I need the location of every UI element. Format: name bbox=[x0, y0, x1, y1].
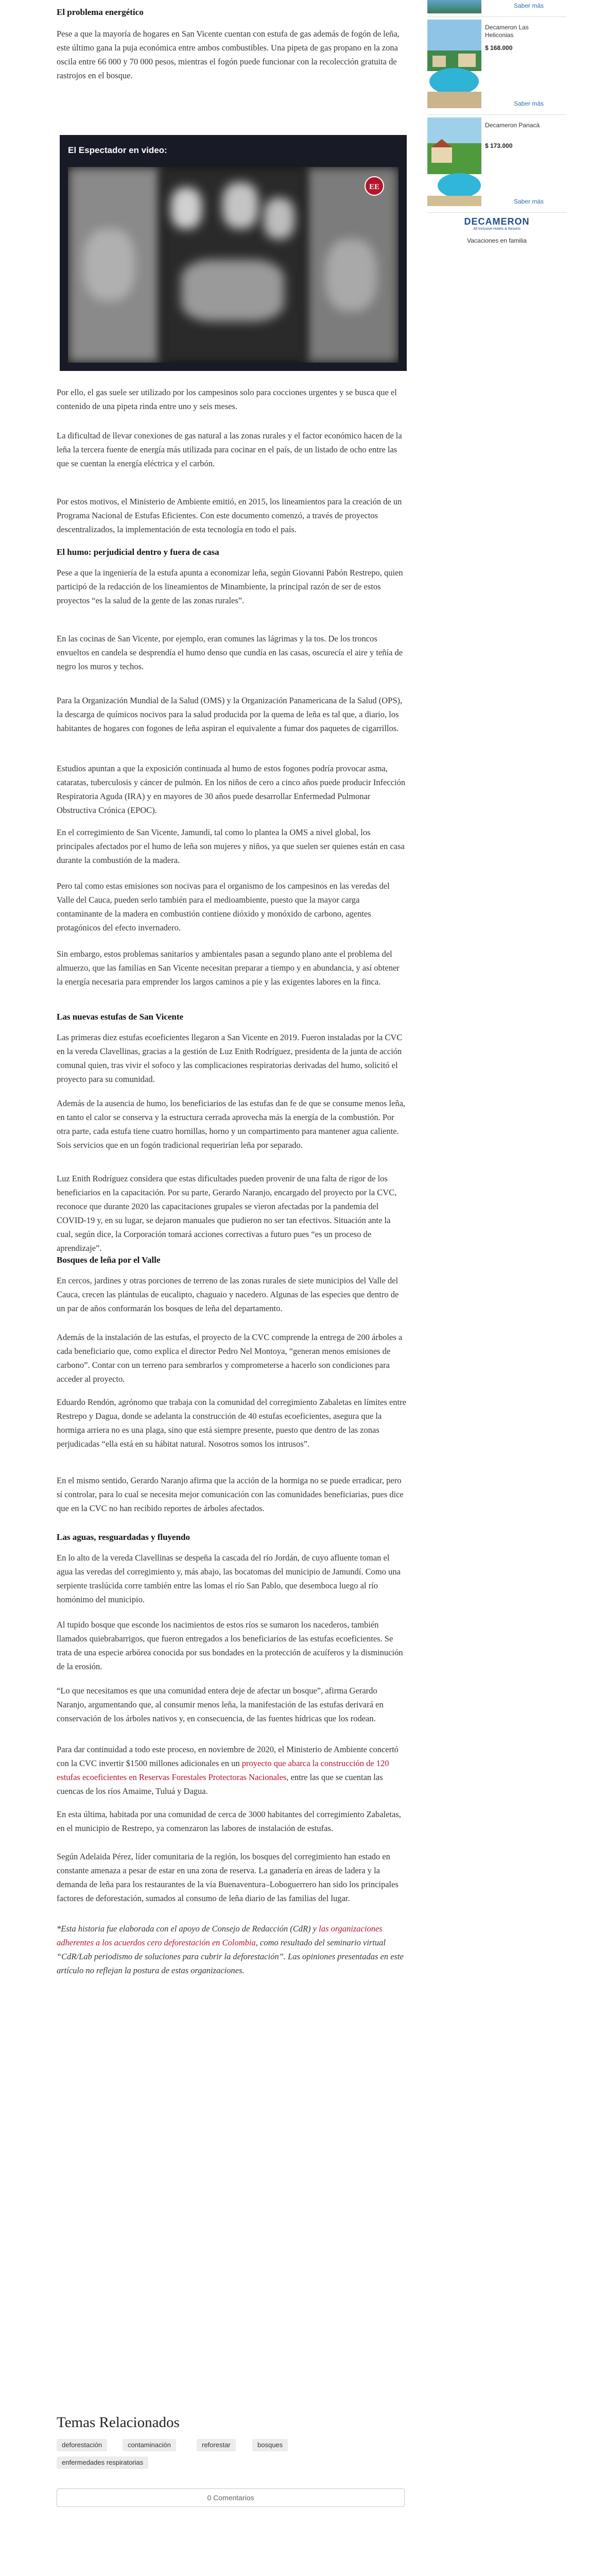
tag-chip[interactable]: deforestación bbox=[57, 2439, 107, 2451]
ad-tagline: Vacaciones en familia bbox=[467, 237, 527, 244]
tag-chip[interactable]: enfermedades respiratorias bbox=[57, 2456, 148, 2469]
paragraph: En lo alto de la vereda Clavellinas se despeña la cascada del río Jordán, de cuyo afluente toman el agua las veredas del corregimiento y, más abajo, las bocatomas del municipio de Jamundí. Como una serpiente traslúcida corre también entre las lomas el río San Pablo, que desemboca luego al río homónimo del municipio. bbox=[57, 1553, 401, 1604]
resort-image bbox=[427, 117, 481, 206]
section-heading: Bosques de leña por el Valle bbox=[57, 1255, 161, 1265]
text-run: Para dar continuidad a todo este proceso, en noviembre de 2020, el Ministerio de Ambiente concertó con la CVC invertir $1500 millones adicionales en un bbox=[57, 1744, 399, 1768]
sidebar-ad-panaca[interactable] bbox=[427, 117, 566, 210]
divider bbox=[427, 114, 566, 115]
ad-price: $ 168.000 bbox=[485, 44, 513, 52]
paragraph: Además de la ausencia de humo, los beneficiarios de las estufas dan fe de que se consume menos leña, en tanto el calor se conserva y la estructura cerrada aprovecha más la energía de la combustión. Por otra parte, cada estufa tiene cuatro hornillas, horno y un compartimento para mantener agua caliente. Sois servicios que en un fogón tradicional requerirían leña por separado. bbox=[57, 1098, 406, 1150]
section-heading: Las nuevas estufas de San Vicente bbox=[57, 1012, 184, 1022]
paragraph: Además de la instalación de las estufas, el proyecto de la CVC comprende la entrega de 200 árboles a cada beneficiario que, como explica el director Pedro Nel Montoya, “generan menos emisiones de carbono”. Contar con un terreno para sembrarlos y comprometerse a hacerlo son condiciones para acceder al proyecto. bbox=[57, 1332, 403, 1384]
inline-link[interactable]: proyecto que abarca la construcción de 120 estufas ecoeficientes en Reservas Forestales Protectoras Nacionales bbox=[57, 1758, 389, 1782]
section-heading: Las aguas, resguardadas y fluyendo bbox=[57, 1532, 190, 1542]
decameron-logo[interactable] bbox=[458, 216, 535, 231]
paragraph: Luz Enith Rodríguez considera que estas dificultades pueden provenir de una falta de rigor de los beneficiarios en la capacitación. Por su parte, Gerardo Naranjo, encargado del proyecto por la CVC, reconoce que durante 2020 las capacitaciones grupales se vieron afectadas por la pandemia del COVID-19 y, en su lugar, se dejaron manuales que pudieron no ser tan efectivos. Situación ante la cual, según dice, la Corporación tomará acciones correctivas a futuro pues “es un proceso de aprendizaje”. bbox=[57, 1174, 397, 1253]
paragraph: “Lo que necesitamos es que una comunidad entera deje de afectar un bosque”, afirma Gerardo Naranjo, argumentando que, al consumir menos leña, la manifestación de las estufas derivará en conservación de los árboles nativos y, en consecuencia, de las fuentes hídricas que los rodean. bbox=[57, 1686, 384, 1723]
paragraph: En cercos, jardines y otras porciones de terreno de las zonas rurales de siete municipios del Valle del Cauca, crecen las plántulas de eucalipto, chaguaio y nacedero. Algunas de las especies que dentro de un par de años conformarán los bosques de leña del departamento. bbox=[57, 1276, 399, 1313]
ad-saber-mas-link[interactable]: Saber más bbox=[514, 2, 544, 9]
resort-pool-image bbox=[427, 20, 481, 108]
text-run: , entre las que se cuentan las cuencas de los ríos Amaime, Tuluá y Dagua. bbox=[57, 1772, 383, 1796]
divider bbox=[427, 212, 566, 213]
text-run: , como resultado del seminario virtual “CdR/Lab periodismo de soluciones para cubrir la deforestación”. Las opiniones presentadas en este artículo no reflejan la postura de estas organizaciones. bbox=[57, 1938, 404, 1975]
ad-price: $ 173.000 bbox=[485, 142, 513, 149]
section-heading: El humo: perjudicial dentro y fuera de casa bbox=[57, 547, 219, 557]
logo-wordmark: DECAMERON bbox=[464, 216, 530, 227]
video-player[interactable] bbox=[68, 167, 399, 363]
paragraph: Según Adelaida Pérez, líder comunitaria de la región, los bosques del corregimiento han estado en constante amenaza a pesar de estar en una zona de reserva. La ganadería en áreas de ladera y la demanda de leña para los restaurantes de la vía Buenaventura–Loboguerrero han sido los principales factores de deforestación, sumados al consumo de leña diario de las familias del lugar. bbox=[57, 1852, 399, 1903]
tag-chip[interactable]: reforestar bbox=[197, 2439, 236, 2451]
paragraph: Eduardo Rendón, agrónomo que trabaja con la comunidad del corregimiento Zabaletas en límites entre Restrepo y Dagua, donde se adelanta la construcción de 40 estufas ecoeficientes, asegura que la hormiga arriera no es una plaga, sino que está siempre presente, puesto que dentro de las zonas perjudicadas “ella está en su hábitat natural. Nosotros somos los intrusos”. bbox=[57, 1397, 407, 1449]
paragraph: La dificultad de llevar conexiones de gas natural a las zonas rurales y el factor económico hacen de la leña la tercera fuente de energía más utilizada para cocinar en el país, de un listado de ocho entre las que se cuentan la energía eléctrica y el carbón. bbox=[57, 431, 402, 468]
comments-button[interactable]: 0 Comentarios bbox=[57, 2488, 405, 2507]
editorial-note bbox=[57, 1922, 407, 1977]
paragraph: En esta última, habitada por una comunidad de cerca de 3000 habitantes del corregimiento Zabaletas, en el municipio de Restrepo, ya comenzaron las labores de instalación de estufas. bbox=[57, 1809, 401, 1833]
inline-link[interactable]: las organizaciones adherentes a los acuerdos cero deforestación en Colombia bbox=[57, 1924, 383, 1947]
divider bbox=[427, 16, 566, 17]
tag-chip[interactable]: bosques bbox=[252, 2439, 288, 2451]
ad-image[interactable] bbox=[427, 0, 481, 13]
paragraph: Sin embargo, estos problemas sanitarios y ambientales pasan a segundo plano ante el problema del almuerzo, que las familias en San Vicente necesitan preparar a tiempo y en abundancia, y así obtener la energía necesaria para emprender los largos caminos a pie y las exigentes labores en la finca. bbox=[57, 949, 400, 987]
related-topics-title: Temas Relacionados bbox=[57, 2414, 180, 2431]
paragraph: Estudios apuntan a que la exposición continuada al humo de estos fogones podría provocar asma, cataratas, tuberculosis y cáncer de pulmón. En los niños de cero a cinco años puede producir Infección Respiratoria Aguda (IRA) y en mayores de 30 años puede desarrollar Enfermedad Pulmonar Obstructiva Crónica (EPOC). bbox=[57, 764, 406, 815]
logo-subtitle: All Inclusive Hotels & Resorts bbox=[473, 227, 521, 231]
paragraph: Pese a que la ingeniería de la estufa apunta a economizar leña, según Giovanni Pabón Restrepo, quien participó de la redacción de los lineamientos de Minambiente, la principal razón de ser de estos proyectos “es la salud de la gente de las zonas rurales”. bbox=[57, 568, 403, 605]
paragraph: En el corregimiento de San Vicente, Jamundí, tal como lo plantea la OMS a nivel global, los principales afectados por el humo de leña son mujeres y niños, ya que suelen ser quienes están en casa durante la combustión de la madera. bbox=[57, 827, 405, 865]
video-title: El Espectador en video: bbox=[68, 145, 167, 155]
paragraph: Para la Organización Mundial de la Salud (OMS) y la Organización Panamericana de la Salud (OPS), la descarga de químicos nocivos para la salud producida por la quema de leña es tal que, a diario, los habitantes de hogares con fogones de leña aspiran el equivalente a fumar dos paquetes de cigarrillos. bbox=[57, 696, 403, 733]
sidebar-ad-top[interactable] bbox=[427, 0, 566, 15]
el-espectador-logo: EE bbox=[365, 176, 384, 196]
video-block[interactable] bbox=[60, 135, 407, 371]
paragraph: Las primeras diez estufas ecoeficientes llegaron a San Vicente en 2019. Fueron instaladas por la CVC en la vereda Clavellinas, gracias a la gestión de Luz Enith Rodríguez, presidenta de la junta de acción comunal quien, tras vivir el sofoco y las complicaciones respiratorias derivadas del humo, solicitó el proyecto para su comunidad. bbox=[57, 1032, 403, 1084]
ad-hotel-name[interactable]: Decameron Las Heliconias bbox=[485, 24, 529, 39]
paragraph: En las cocinas de San Vicente, por ejemplo, eran comunes las lágrimas y la tos. De los troncos envueltos en candela se desprendía el humo denso que cundía en las casas, oscurecía el aire y teñía de negro los muros y techos. bbox=[57, 634, 403, 671]
paragraph: Pese a que la mayoría de hogares en San Vicente cuentan con estufa de gas además de fogón de leña, este último gana la puja económica entre ambos combustibles. Una pipeta de gas propano en la zona oscila entre 66 000 y 70 000 pesos, mientras el fogón puede funcionar con la recolección gratuita de rastrojos en el bosque. bbox=[57, 29, 400, 80]
paragraph bbox=[57, 1742, 407, 1798]
tag-chip[interactable]: contaminación bbox=[123, 2439, 176, 2451]
paragraph: Por ello, el gas suele ser utilizado por los campesinos solo para cocciones urgentes y se busca que el contenido de una pipeta rinda entre uno y seis meses. bbox=[57, 387, 397, 411]
paragraph: En el mismo sentido, Gerardo Naranjo afirma que la acción de la hormiga no se puede erradicar, pero sí controlar, para lo cual se necesita mejor comunicación con las comunidades beneficiarias, pues dice que en la CVC no han recibido reportes de árboles afectados. bbox=[57, 1476, 404, 1513]
ad-saber-mas-link[interactable]: Saber más bbox=[514, 198, 544, 205]
text-run: *Esta historia fue elaborada con el apoyo de Consejo de Redacción (CdR) y bbox=[57, 1924, 319, 1934]
ad-image[interactable] bbox=[427, 20, 481, 108]
ad-saber-mas-link[interactable]: Saber más bbox=[514, 100, 544, 107]
ad-hotel-name[interactable]: Decameron Panacá bbox=[485, 122, 540, 129]
paragraph: Pero tal como estas emisiones son nocivas para el organismo de los campesinos en las veredas del Valle del Cauca, pueden serlo también para el medioambiente, puesto que la mayor carga contaminante de la madera en combustión contiene dióxido y monóxido de carbono, agentes protagónicos del efecto invernadero. bbox=[57, 881, 390, 933]
section-heading: El problema energético bbox=[57, 7, 144, 17]
sidebar-ad-heliconias[interactable] bbox=[427, 20, 566, 112]
paragraph: Por estos motivos, el Ministerio de Ambiente emitió, en 2015, los lineamientos para la creación de un Programa Nacional de Estufas Eficientes. Con este documento comenzó, a través de proyectos descentralizados, la implementación de esta tecnología en todo el país. bbox=[57, 497, 402, 534]
paragraph: Al tupido bosque que esconde los nacimientos de estos ríos se sumaron los nacederos, también llamados quiebrabarrigos, que fueron entregados a los beneficiarios de las estufas ecoeficientes. Se trata de una especie arbórea conocida por sus bondades en la protección de acuíferos y la disminución de la erosión. bbox=[57, 1620, 403, 1671]
ad-image[interactable] bbox=[427, 117, 481, 206]
